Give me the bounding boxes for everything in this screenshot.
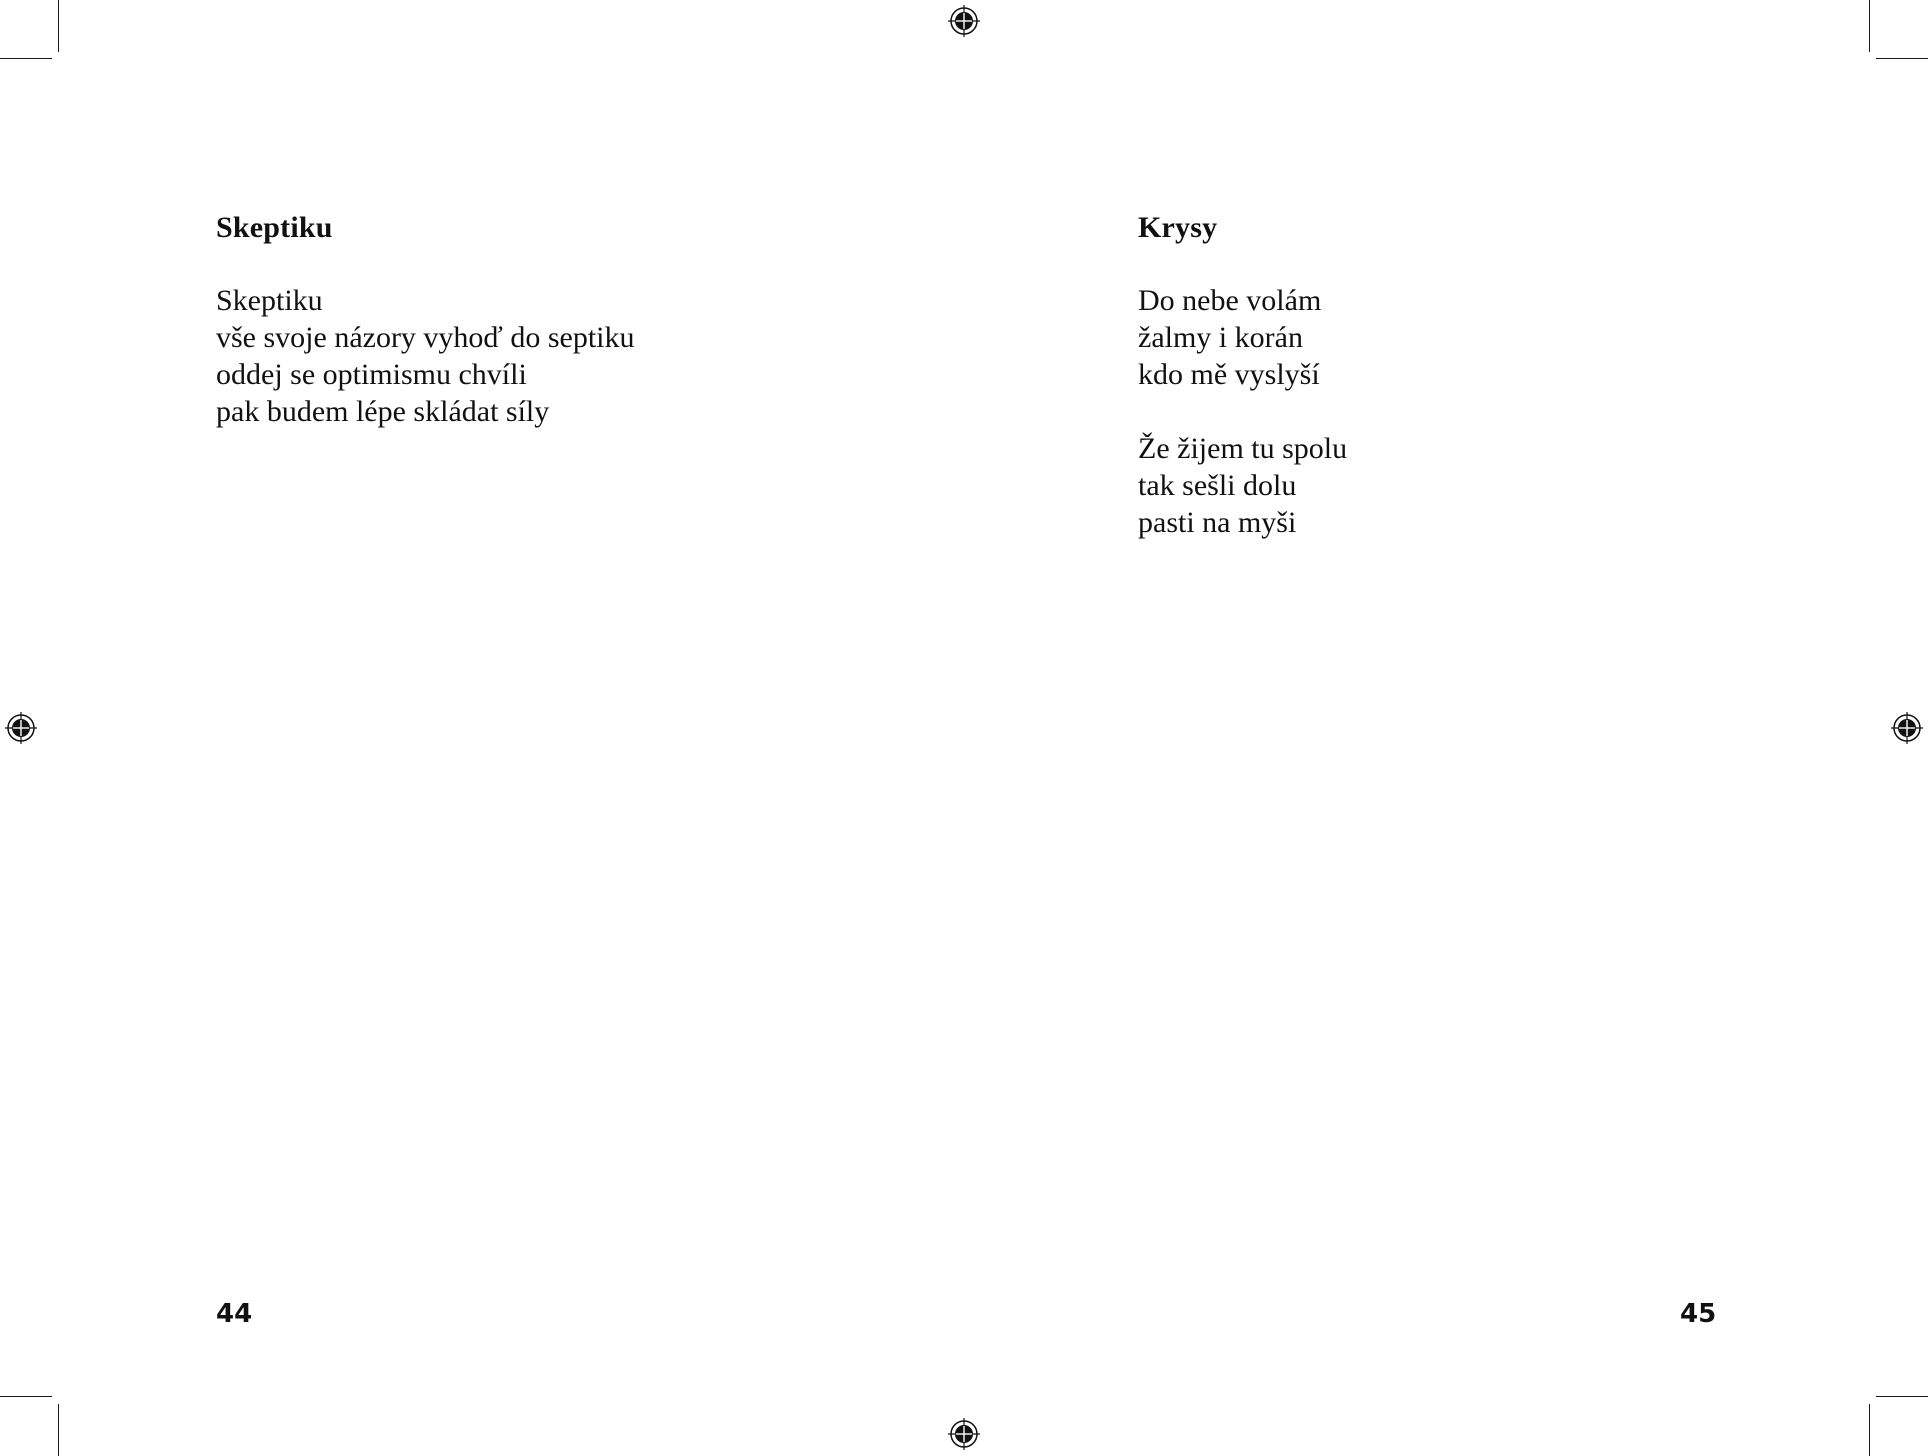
crop-mark-bottom-left-horizontal — [0, 1396, 52, 1397]
crop-mark-bottom-right-horizontal — [1876, 1396, 1928, 1397]
verse-line: žalmy i korán — [1138, 321, 1303, 354]
left-page-poem — [216, 210, 635, 467]
poem-title: Skeptiku — [216, 211, 333, 244]
verse-line: kdo mě vyslyší — [1138, 358, 1320, 391]
verse-line: pak budem lépe skládat síly — [216, 395, 550, 428]
crop-mark-top-left-horizontal — [0, 58, 52, 59]
crop-mark-top-right-horizontal — [1876, 58, 1928, 59]
page-number-left: 44 — [216, 1299, 253, 1329]
verse-line: Že žijem tu spolu — [1138, 432, 1348, 465]
verse-line: Do nebe volám — [1138, 284, 1322, 317]
stanza — [1138, 282, 1347, 393]
stanza — [1138, 430, 1347, 541]
verse-line: oddej se optimismu chvíli — [216, 358, 527, 391]
verse-line: Skeptiku — [216, 284, 323, 317]
crop-mark-top-right-vertical — [1869, 0, 1870, 52]
crop-mark-bottom-right-vertical — [1869, 1404, 1870, 1456]
verse-line: vše svoje názory vyhoď do septiku — [216, 321, 635, 354]
registration-mark-top-icon — [947, 4, 981, 38]
page-number-right: 45 — [1680, 1299, 1717, 1329]
crop-mark-top-left-vertical — [58, 0, 59, 52]
right-page-poem — [1138, 210, 1347, 578]
crop-mark-bottom-left-vertical — [58, 1404, 59, 1456]
poem-title: Krysy — [1138, 211, 1218, 244]
verse-line: pasti na myši — [1138, 506, 1297, 539]
verse-line: tak sešli dolu — [1138, 469, 1297, 502]
stanza — [216, 282, 635, 430]
registration-mark-left-icon — [4, 711, 38, 745]
registration-mark-bottom-icon — [947, 1417, 981, 1451]
registration-mark-right-icon — [1890, 711, 1924, 745]
